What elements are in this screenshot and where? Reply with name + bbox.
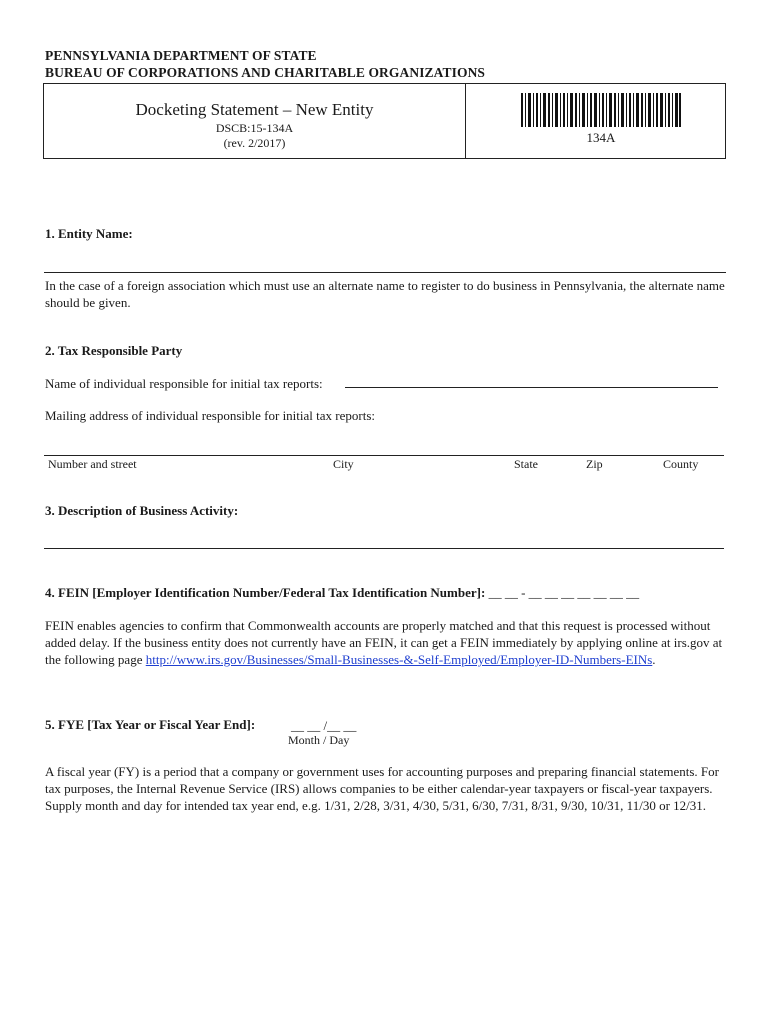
city-caption: City [333, 457, 354, 471]
bureau-name: BUREAU OF CORPORATIONS AND CHARITABLE ORGANIZATIONS [45, 65, 486, 80]
mailing-address-label: Mailing address of individual responsible for initial tax reports: [45, 408, 375, 423]
irs-ein-link[interactable]: http://www.irs.gov/Businesses/Small-Businesses-&-Self-Employed/Employer-ID-Numbers-EINs [145, 652, 653, 667]
county-caption: County [663, 457, 699, 471]
tax-party-heading: 2. Tax Responsible Party [45, 343, 183, 358]
form-revision: (rev. 2/2017) [223, 136, 286, 150]
business-activity-heading: 3. Description of Business Activity: [45, 503, 239, 518]
fein-text-after-link: . [652, 652, 656, 667]
barcode-image [521, 93, 681, 127]
zip-caption: Zip [586, 457, 603, 471]
form-title: Docketing Statement – New Entity [135, 100, 374, 119]
entity-name-heading: 1. Entity Name: [45, 226, 133, 241]
state-caption: State [514, 457, 538, 471]
tax-party-name-field[interactable] [345, 387, 718, 388]
fye-caption: Month / Day [288, 733, 350, 747]
fiscal-year-paragraph: A fiscal year (FY) is a period that a company or government uses for accounting purposes and preparing financial statements. For tax purposes, the Internal Revenue Service (IRS) allows companies to be either calendar-year taxpayers or fiscal-year taxpayers. Supply month and day for intended tax year end, e.g. 1/31, 2/28, 3/31, 4/30, 5/31, 6/30, 7/31, 8/31, 9/30, 10/31, 11/30 or 12/31. [45, 764, 719, 813]
entity-name-field[interactable] [44, 272, 726, 273]
mailing-address-field[interactable] [44, 455, 724, 456]
form-code: DSCB:15-134A [215, 121, 294, 135]
fein-blanks[interactable]: __ __ - __ __ __ __ __ __ __ [488, 585, 640, 600]
street-caption: Number and street [48, 457, 137, 471]
title-box-left [44, 84, 466, 158]
fein-heading-text: 4. FEIN [Employer Identification Number/Federal Tax Identification Number]: [45, 585, 486, 600]
barcode-label: 134A [586, 130, 616, 145]
fein-text-before-link: FEIN enables agencies to confirm that Commonwealth accounts are properly matched and that this request is processed without added delay. If the business entity does not currently have an FEIN, it can get a FEIN immediately by applying online at irs.gov at the following page [45, 618, 723, 667]
fein-heading [45, 585, 639, 601]
fye-heading: 5. FYE [Tax Year or Fiscal Year End]: [45, 717, 256, 732]
fye-blanks[interactable]: __ __ /__ __ [291, 718, 357, 733]
department-name: PENNSYLVANIA DEPARTMENT OF STATE [45, 48, 317, 63]
alternate-name-note: In the case of a foreign association which must use an alternate name to register to do business in Pennsylvania, the alternate name should be given. [45, 278, 725, 310]
tax-party-name-label: Name of individual responsible for initial tax reports: [45, 376, 323, 391]
business-activity-field[interactable] [44, 548, 724, 549]
fein-paragraph [45, 617, 725, 668]
